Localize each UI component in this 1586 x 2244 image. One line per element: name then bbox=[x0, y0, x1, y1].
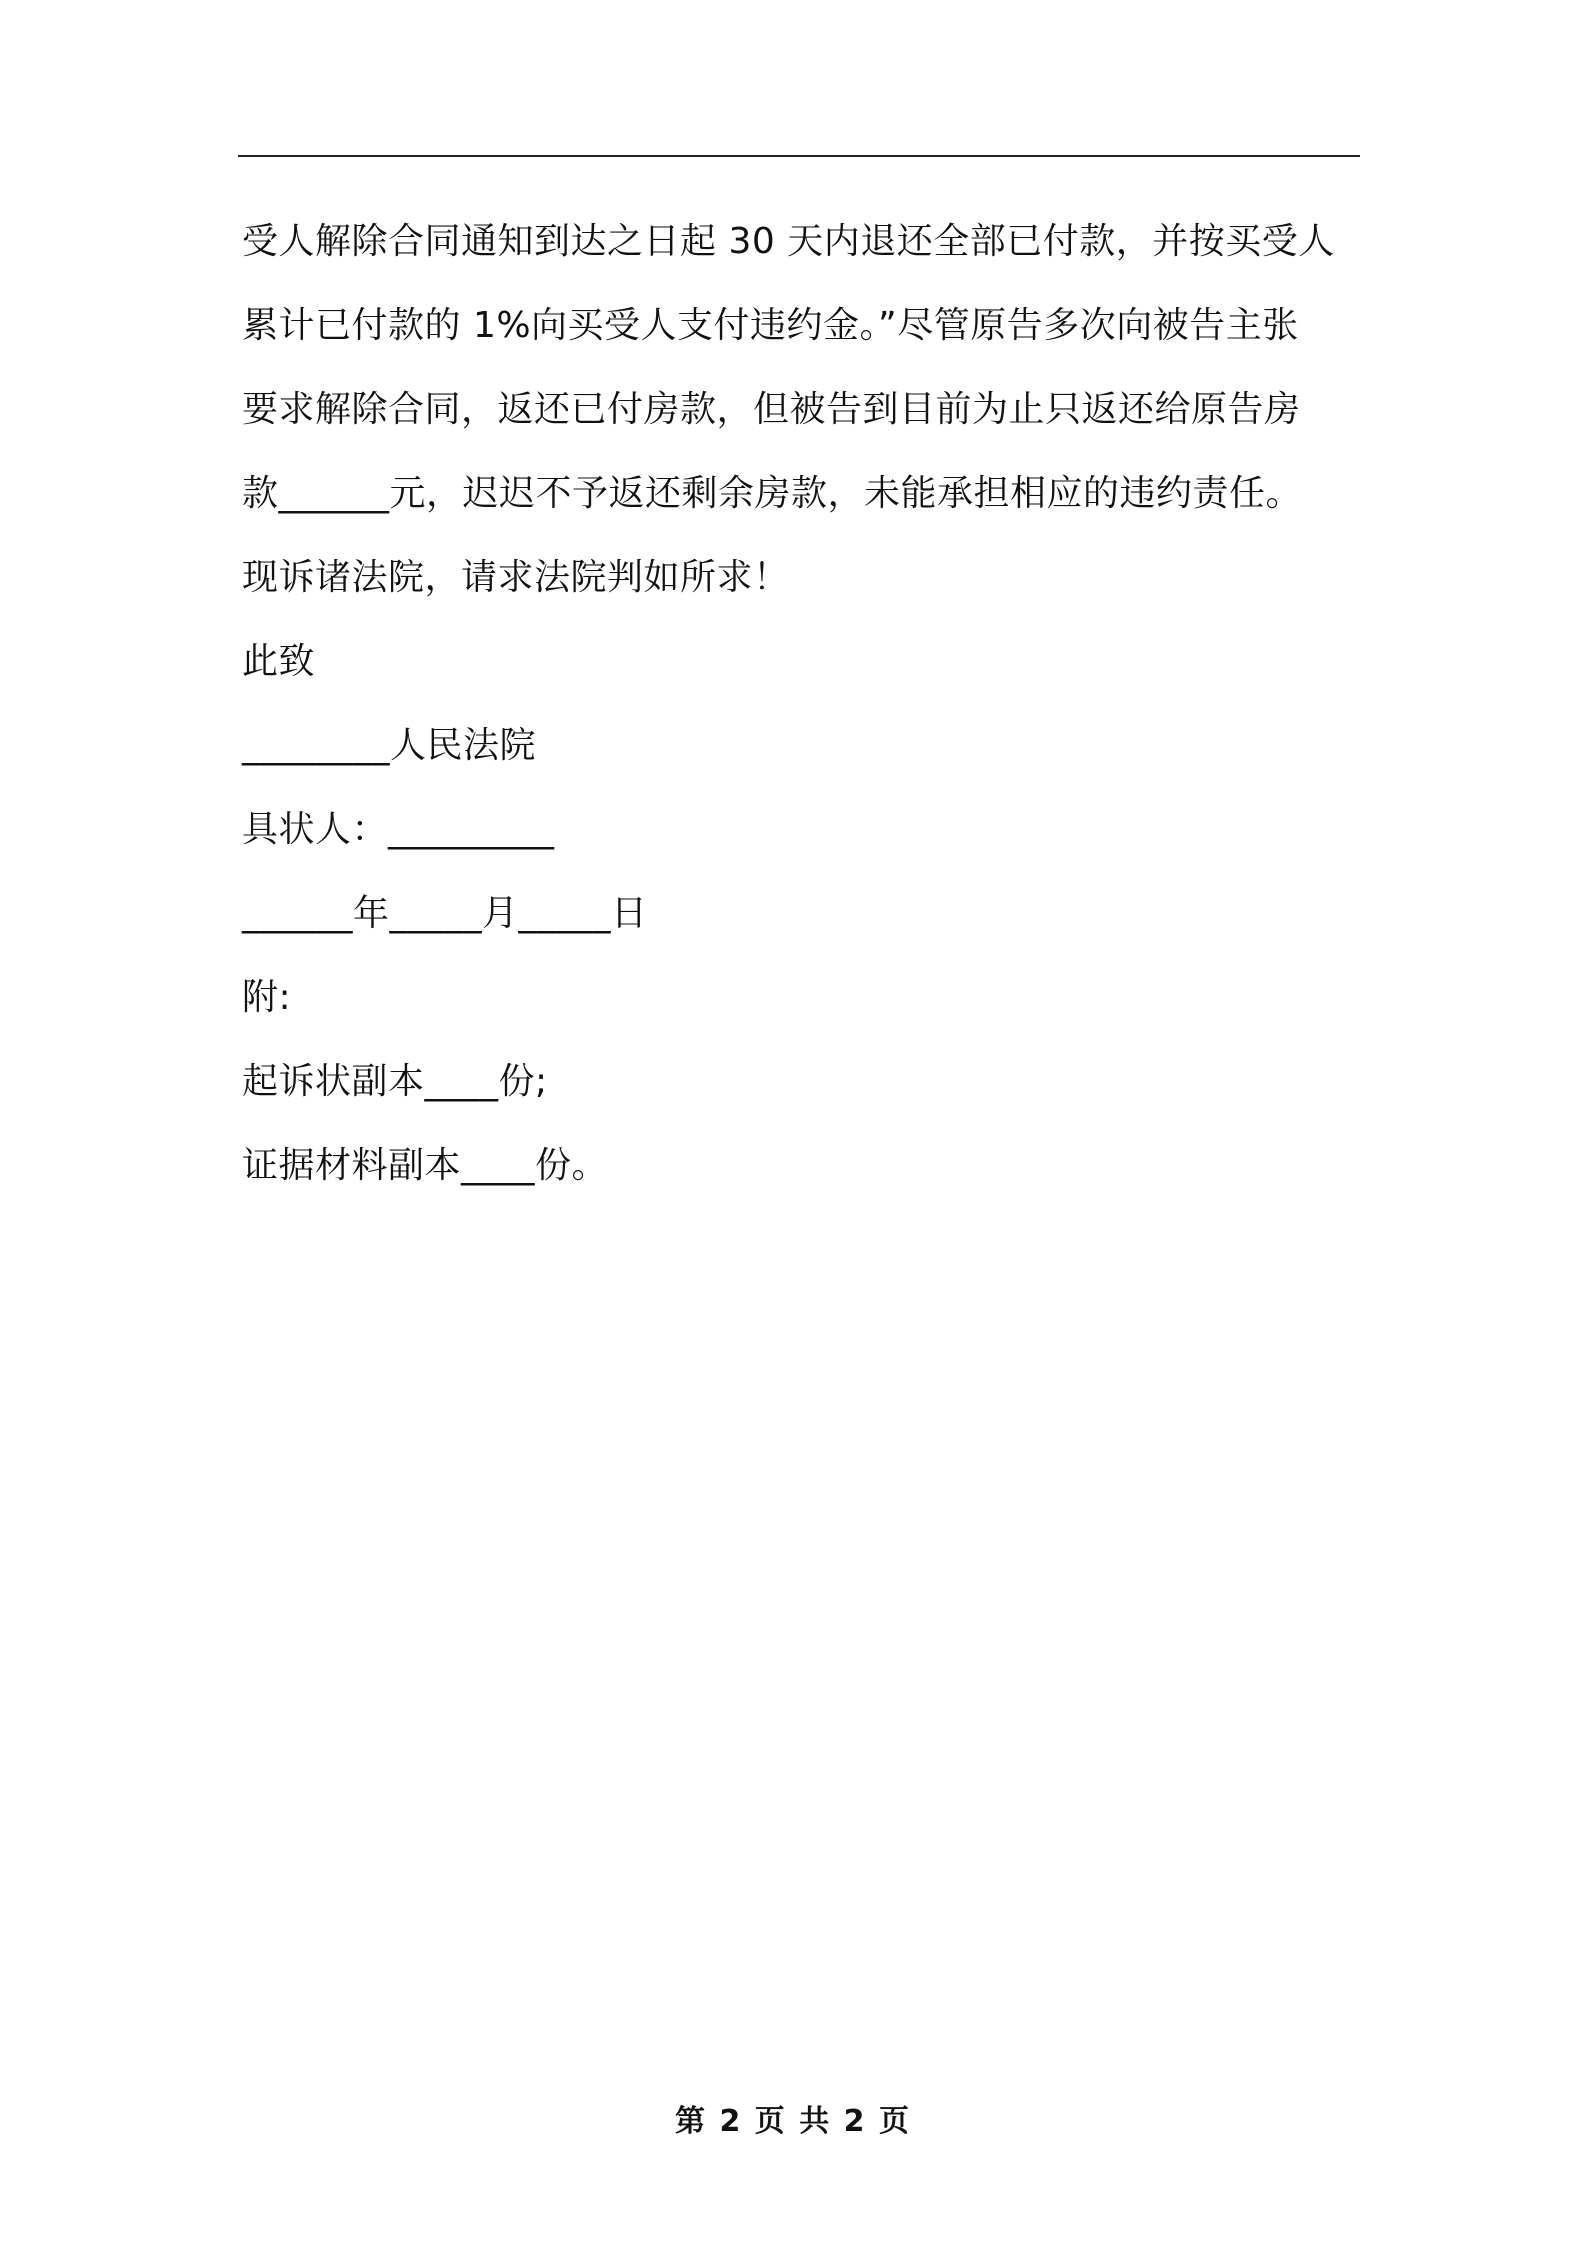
salutation: 此致 bbox=[242, 641, 316, 682]
body-line: 受人解除合同通知到达之日起 30 天内退还全部已付款，并按买受人 bbox=[242, 221, 1335, 262]
plaintiff-signature-line: 具状人：_________ bbox=[242, 809, 555, 850]
page-number-footer: 第 2 页 共 2 页 bbox=[675, 2104, 911, 2139]
body-line: 款______元，迟迟不予返还剩余房款，未能承担相应的违约责任。 bbox=[242, 473, 1303, 514]
body-line: 要求解除合同，返还已付房款，但被告到目前为止只返还给原告房 bbox=[242, 389, 1301, 430]
attachment-item: 起诉状副本____份; bbox=[242, 1061, 548, 1102]
header-rule bbox=[238, 155, 1360, 157]
attachments-heading: 附: bbox=[242, 977, 292, 1018]
court-name-line: ________人民法院 bbox=[242, 725, 537, 766]
attachment-item: 证据材料副本____份。 bbox=[242, 1145, 609, 1186]
body-line: 现诉诸法院，请求法院判如所求！ bbox=[242, 557, 790, 598]
body-line: 累计已付款的 1%向买受人支付违约金。”尽管原告多次向被告主张 bbox=[242, 305, 1299, 346]
document-body bbox=[242, 200, 1362, 1208]
date-line: ______年_____月_____日 bbox=[242, 893, 648, 934]
